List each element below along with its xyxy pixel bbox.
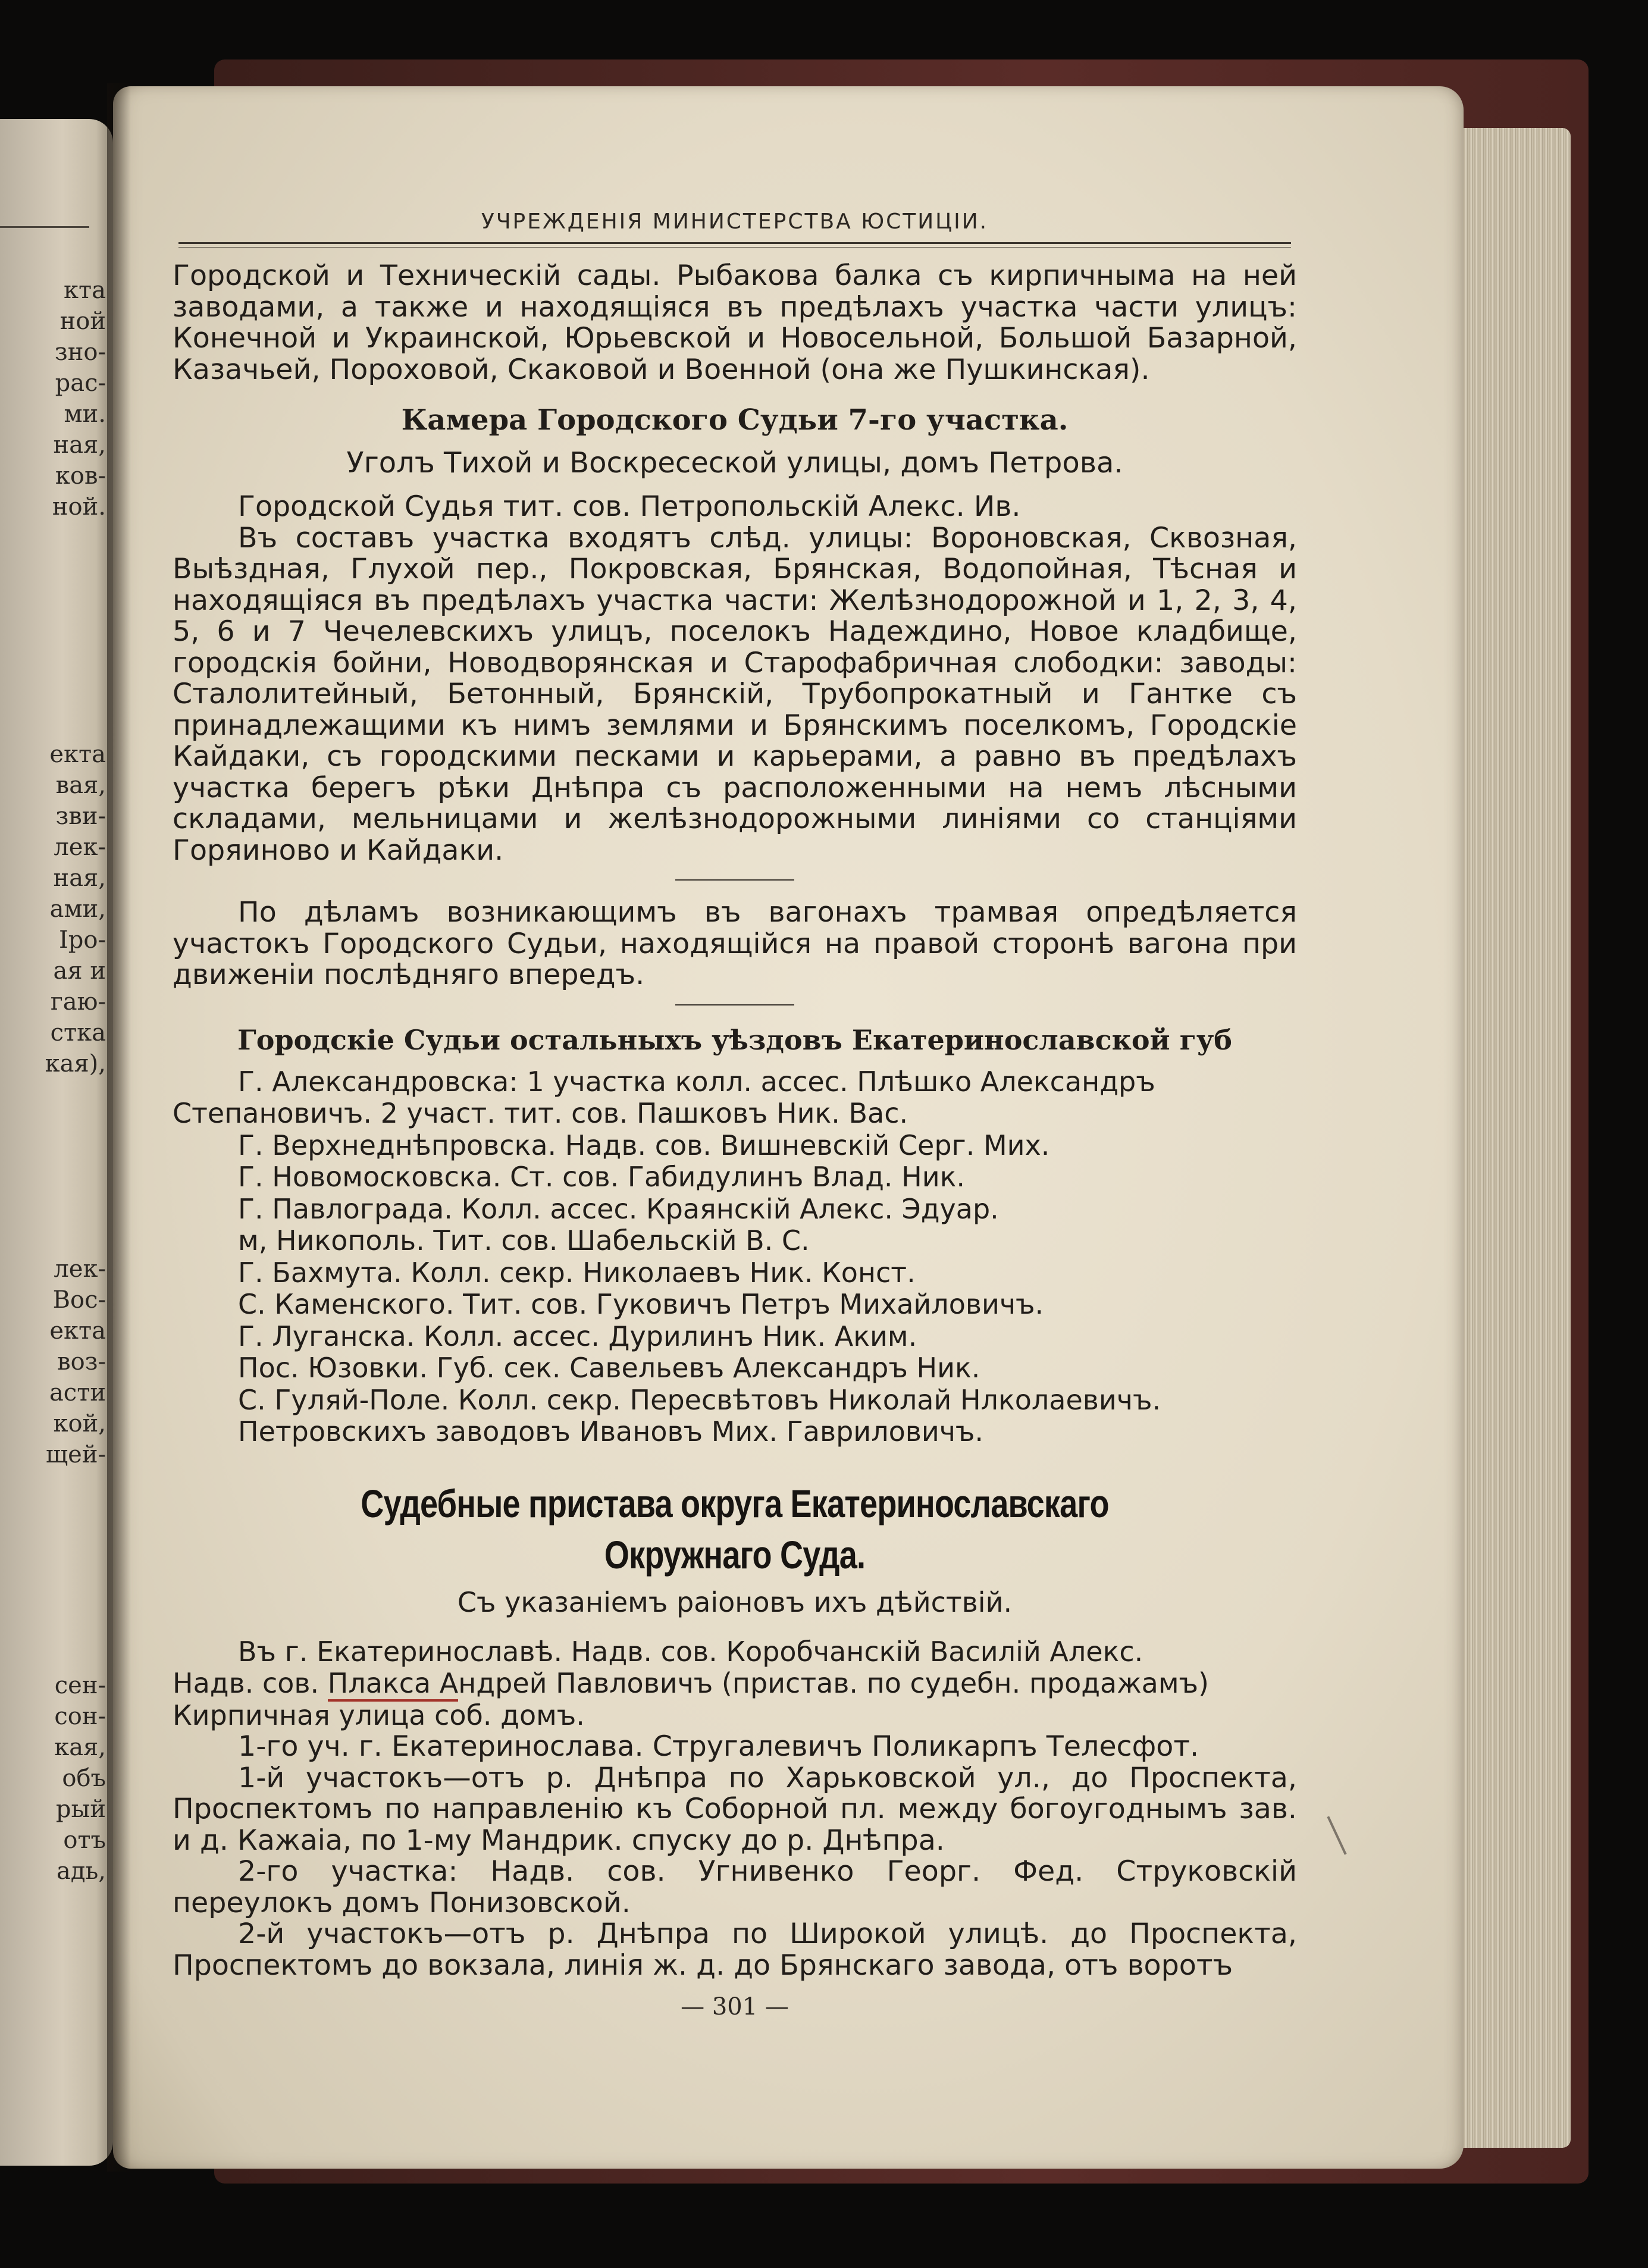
bailiff-city-line <box>173 1668 1297 1700</box>
bailiff-uch2-area: 2-й участокъ—отъ р. Днѣпра по Широкой улицѣ. до Проспекта, Проспектомъ до вокзала, линія ж. д. до Брянскаго завода, отъ воротъ <box>173 1918 1297 1982</box>
left-page-fragment: ной. <box>52 493 106 521</box>
left-page-fragment: кой, <box>53 1410 106 1437</box>
subheading-bailiffs: Съ указаніемъ раіоновъ ихъ дѣйствій. <box>457 1586 1013 1618</box>
left-page-fragment: щей- <box>45 1441 106 1468</box>
bailiff-title: Надв. сов. <box>173 1667 328 1699</box>
left-page-fragment: ая и <box>53 957 106 985</box>
left-page-fragment: кта <box>64 277 106 304</box>
paragraph-gardens: Городской и Техническій сады. Рыбакова балка съ кирпичныма на ней заводами, а также и находящіяся въ предѣлахъ участка части улицъ: Конечной и Украинской, Юрьевской и Новосельной, Большой Базарной, Казачьей, Пороховой, Скаковой и Военной (она же Пушкинская). <box>173 259 1297 386</box>
judge-entry: С. Гуляй-Поле. Колл. секр. Пересвѣтовъ Николай Нлколаевичъ. <box>238 1383 1161 1416</box>
bailiff-name-rest: ндрей Павловичъ (пристав. по судебн. продажамъ) <box>458 1667 1210 1699</box>
judge-chamber-7: Городской Судья тит. сов. Петропольскій Алекс. Ив. <box>238 490 1021 523</box>
left-page-fragment: ная, <box>53 431 106 459</box>
left-page-fragment: ков- <box>55 462 106 490</box>
left-page-fragment: рас- <box>55 369 106 397</box>
left-page-fragment: рый <box>55 1796 106 1823</box>
left-page-fragment: зви- <box>55 803 106 830</box>
judge-entry: С. Каменского. Тит. сов. Гуковичъ Петръ Михайловичъ. <box>238 1288 1044 1320</box>
judge-entry: Пос. Юзовки. Губ. сек. Савельевъ Александръ Ник. <box>238 1352 980 1384</box>
page-edges <box>1452 128 1571 2148</box>
left-page-fragment: лек- <box>54 834 106 861</box>
left-page-edge <box>0 119 113 2166</box>
judge-entry: Г. Новомосковска. Ст. сов. Габидулинъ Влад. Ник. <box>238 1161 966 1193</box>
left-page-fragments <box>0 119 113 2166</box>
left-page-fragment: гаю- <box>50 988 106 1016</box>
left-page-fragment: Вос- <box>52 1286 106 1314</box>
gutter-shadow <box>107 83 131 2172</box>
paragraph-tram-rule: По дѣламъ возникающимъ въ вагонахъ трамвая опредѣляется участокъ Городского Судьи, находящійся на правой сторонѣ вагона при движеніи послѣдняго впередъ. <box>173 896 1297 991</box>
left-page-fragment: кая, <box>54 1734 106 1761</box>
left-page-fragment: екта <box>49 1317 106 1345</box>
left-page-fragment: ами, <box>49 895 106 923</box>
left-page-fragment: отъ <box>63 1827 106 1854</box>
bailiff-uch2: 2-го участка: Надв. сов. Угнивенко Георг. Фед. Струковскій переулокъ домъ Понизовской. <box>173 1855 1297 1919</box>
judge-entry: м, Никополь. Тит. сов. Шабельскій В. С. <box>238 1224 810 1257</box>
running-head: УЧРЕЖДЕНІЯ МИНИСТЕРСТВА ЮСТИЦІИ. <box>481 209 989 234</box>
left-page-fragment: объ <box>62 1765 106 1792</box>
left-page-fragment: адь, <box>57 1857 106 1885</box>
judges-list <box>173 1130 1297 1448</box>
section-divider <box>675 879 794 881</box>
judge-entry-continued: Степановичъ. 2 участ. тит. сов. Пашковъ Ник. Вас. <box>173 1097 908 1129</box>
page-content <box>173 205 1297 2020</box>
left-page-fragment: лек- <box>54 1255 106 1283</box>
judge-entry: Г. Верхнеднѣпровска. Надв. сов. Вишневскій Серг. Мих. <box>238 1129 1050 1161</box>
heading-chamber-7: Камера Городского Судьи 7-го участка. <box>401 403 1069 437</box>
judge-entry: Г. Павлограда. Колл. ассес. Краянскій Алекс. Эдуар. <box>238 1192 999 1225</box>
heading-bailiffs: Судебные пристава округа Екатеринославскаго Окружнаго Суда. <box>361 1481 1109 1577</box>
left-page-fragment: ми. <box>64 400 106 428</box>
judge-entry: Петровскихъ заводовъ Ивановъ Мих. Гавриловичъ. <box>238 1415 984 1448</box>
left-page-fragment: зно- <box>54 339 106 366</box>
header-rule <box>178 242 1291 244</box>
bailiff-uch1: 1-го уч. г. Екатеринослава. Стругалевичъ Поликарпъ Телесфот. <box>238 1730 1199 1763</box>
left-page-fragment: Іро- <box>58 926 106 954</box>
bailiff-uch1-area: 1-й участокъ—отъ р. Днѣпра по Харьковской ул., до Проспекта, Проспектомъ по направленію къ Соборной пл. между богоугоднымъ зав. и д. Кажаіа, по 1-му Мандрик. спуску до р. Днѣпра. <box>173 1761 1297 1857</box>
left-page-fragment: вая, <box>55 772 106 799</box>
bailiff-city-line: Кирпичная улица соб. домъ. <box>173 1699 585 1731</box>
judge-entry: Г. Луганска. Колл. ассес. Дурилинъ Ник. Аким. <box>238 1320 917 1352</box>
left-page-fragment: асти <box>49 1379 106 1406</box>
heading-other-judges: Городскіе Судьи остальныхъ уѣздовъ Екатеринославской губ <box>237 1023 1232 1056</box>
left-page-fragment: сен- <box>54 1672 106 1699</box>
left-page-fragment: стка <box>50 1019 106 1047</box>
section-divider <box>675 1004 794 1005</box>
left-page-fragment: кая), <box>45 1050 106 1077</box>
judge-entry: Г. Бахмута. Колл. секр. Николаевъ Ник. Конст. <box>238 1256 916 1289</box>
left-page-fragment: ной <box>59 308 106 335</box>
left-page-fragment: сон- <box>54 1703 106 1730</box>
judge-entry: Г. Александровска: 1 участка колл. ассес. Плѣшко Александръ <box>238 1065 1155 1098</box>
underlined-name: Плакса А <box>328 1667 459 1702</box>
header-rule-thin <box>178 247 1291 248</box>
left-page-fragment: ная, <box>53 864 106 892</box>
left-page-fragment: екта <box>49 741 106 768</box>
page-number: — 301 — <box>681 1993 789 2020</box>
address-chamber-7: Уголъ Тихой и Воскресеской улицы, домъ Петрова. <box>346 446 1123 480</box>
bailiff-city-line: Въ г. Екатеринославѣ. Надв. сов. Коробчанскій Василій Алекс. <box>238 1635 1143 1668</box>
paragraph-composition-7: Въ составъ участка входятъ слѣд. улицы: Вороновская, Сквозная, Выѣздная, Глухой пер., Покровская, Брянская, Водопойная, Тѣсная и находящіяся въ предѣлахъ участка части: Желѣзнодорожной и 1, 2, 3, 4, 5, 6 и 7 Чечелевскихъ улицъ, поселокъ Надеждино, Новое кладбище, городскія бойни, Новодворянская и Старофабричная слободки: заводы: Сталолитейный, Бетонный, Брянскій, Трубопрокатный и Гантке съ принадлежащими къ нимъ землями и Брянскимъ поселкомъ, Городскіе Кайдаки, съ городскими песками и карьерами, а равно въ предѣлахъ участка берегъ рѣки Днѣпра съ расположенными на немъ лѣсными складами, мельницами и желѣзнодорожными линіями со станціями Горяиново и Кайдаки. <box>173 521 1297 867</box>
left-page-fragment: воз- <box>57 1348 106 1376</box>
